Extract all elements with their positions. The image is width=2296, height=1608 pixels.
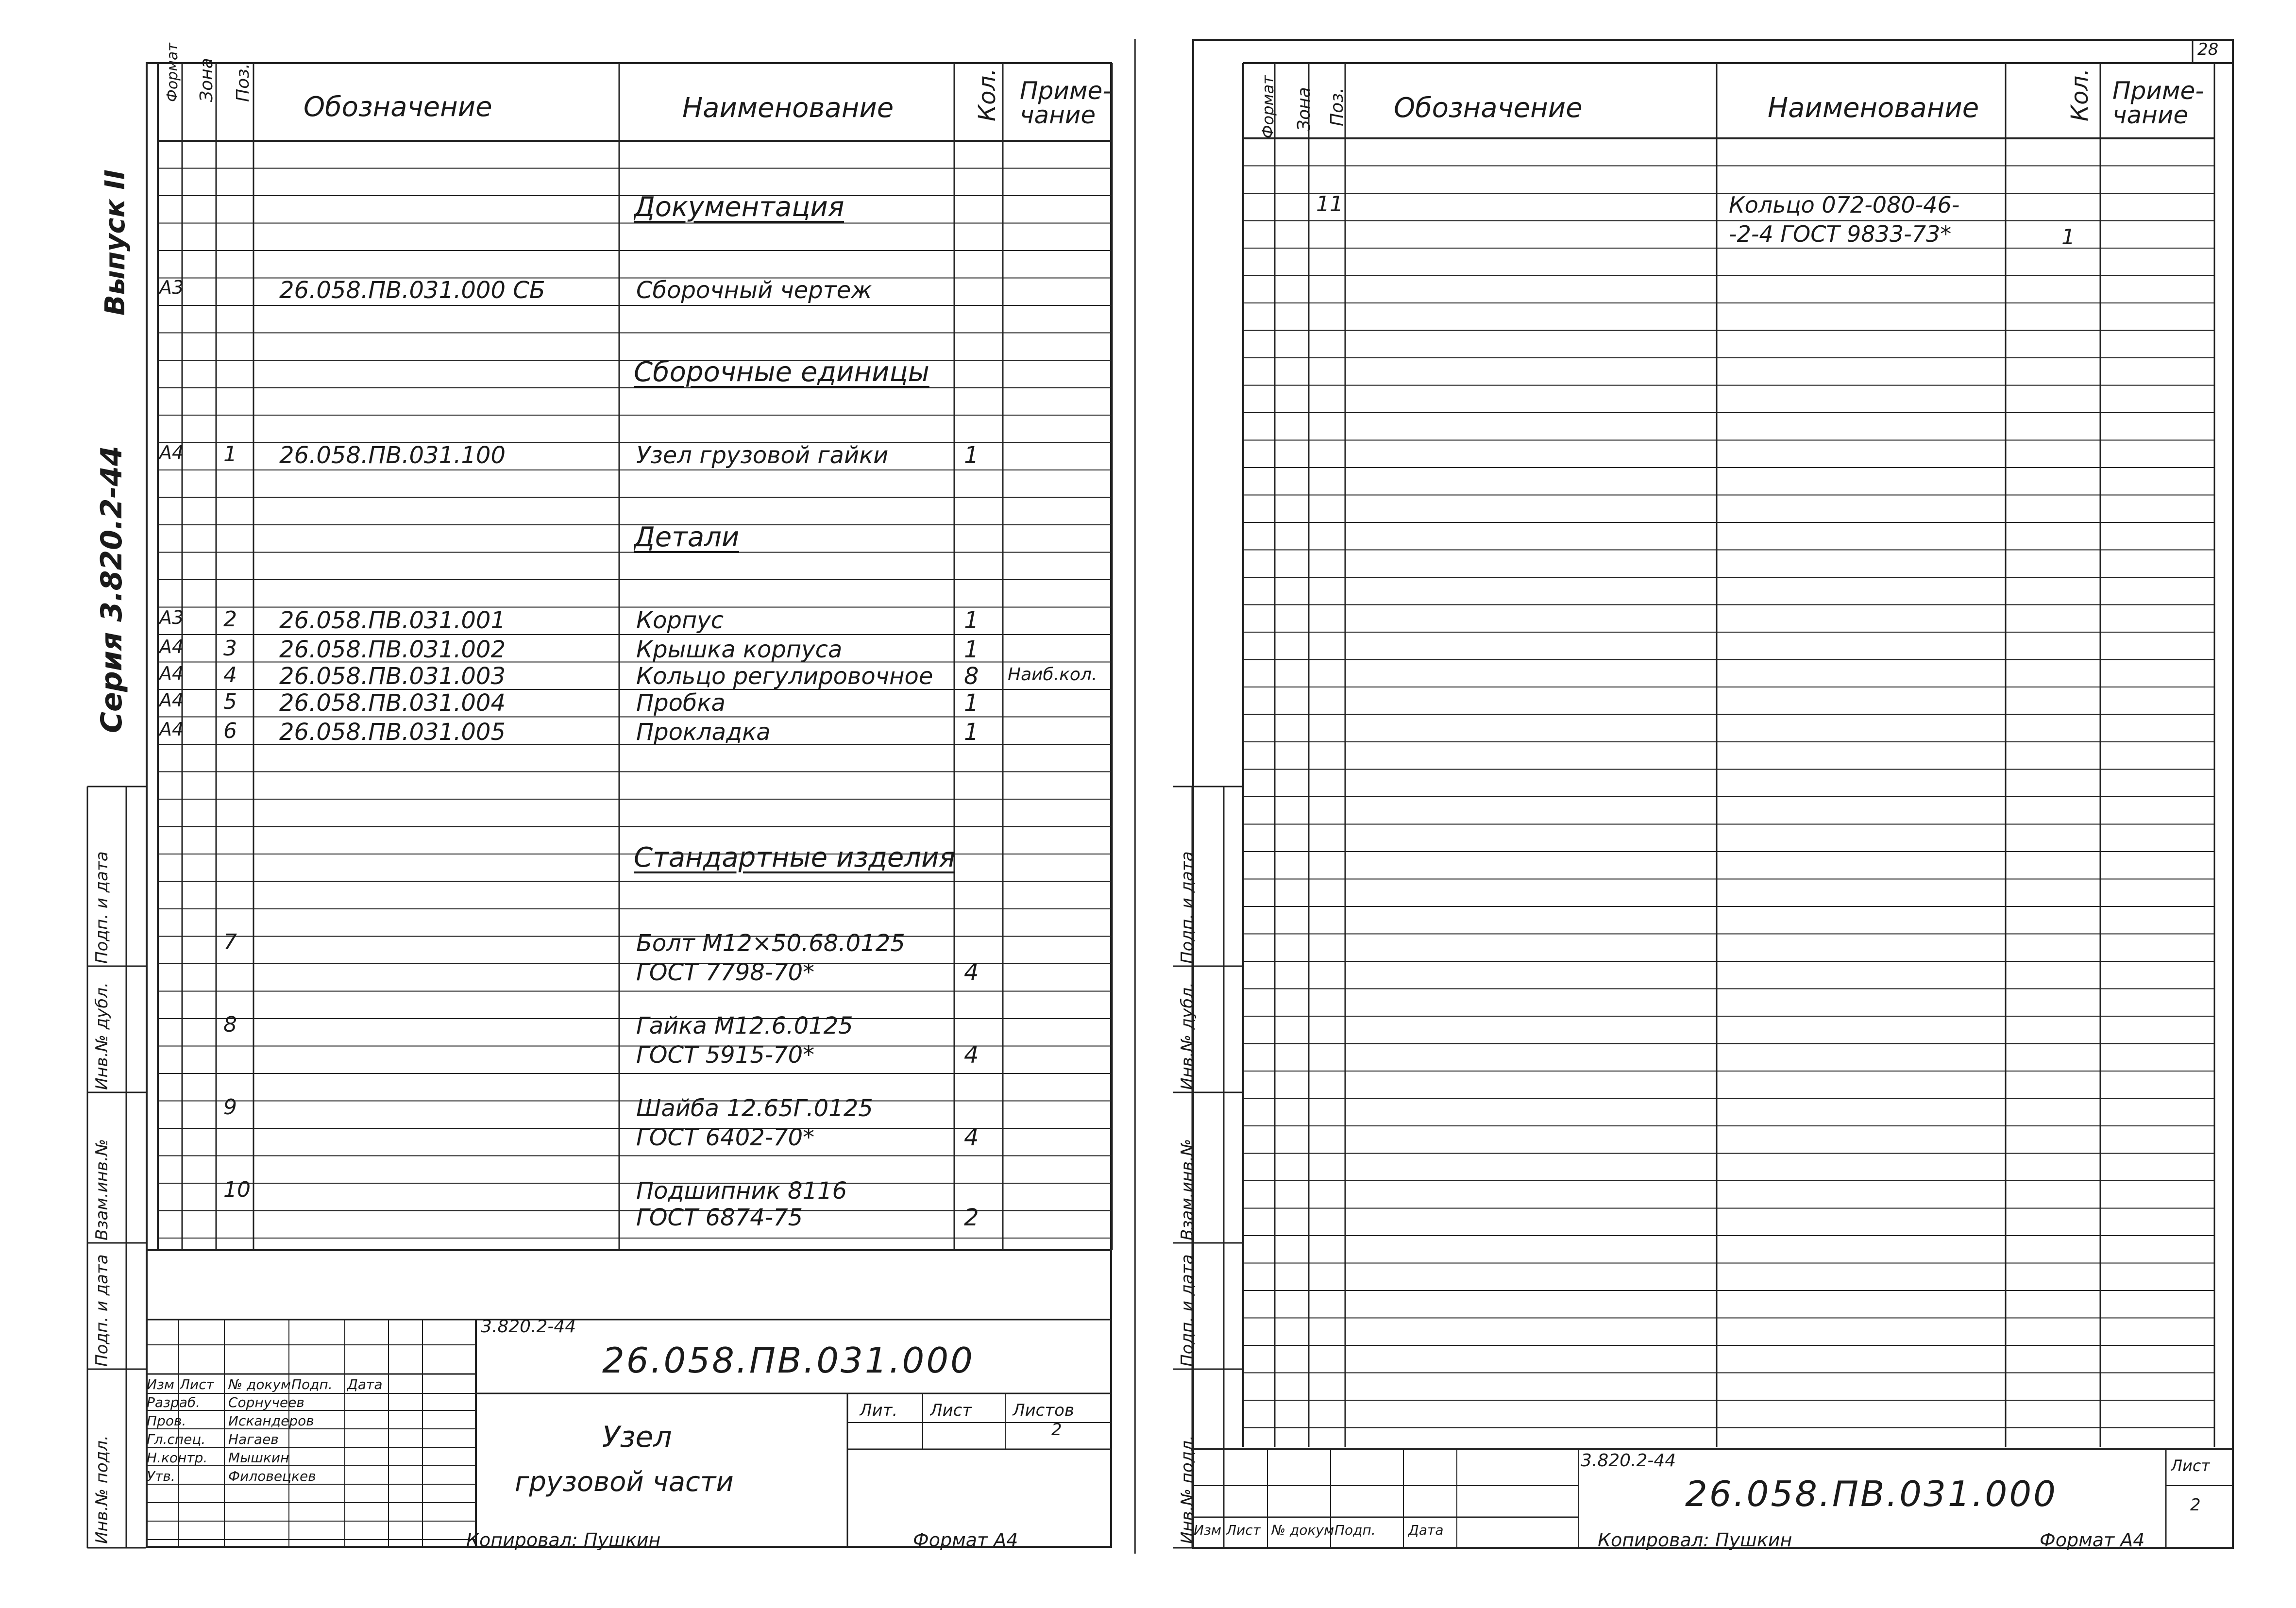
section-heading: Сборочные единицы [634,356,929,388]
right-tb-col-header: Лист [1226,1522,1261,1538]
left-stamp-field: Подп. и дата [92,851,112,964]
right-tb-designation: 26.058.ПВ.031.000 [1685,1474,2058,1514]
row-poz: 2 [223,607,237,632]
left-tb-role: Гл.спец. [147,1431,206,1447]
row-kol: 2 [964,1204,979,1231]
row-naimenovanie: Кольцо регулировочное [636,663,933,690]
row-format: А3 [159,277,184,298]
row-naimenovanie: Корпус [636,607,724,634]
header-poz: Поз. [233,63,253,102]
right-footer-format: Формат А4 [2040,1529,2145,1551]
right-footer-copied: Копировал: Пушкин [1598,1529,1792,1551]
left-tb-col-header: Дата [347,1376,383,1392]
header-prim-1: Приме- [1020,77,1112,105]
right-row-naimenovanie: -2-4 ГОСТ 9833-73* [1729,221,1952,247]
row-naimenovanie: Гайка М12.6.0125 [636,1012,853,1039]
row-kol: 4 [964,1124,979,1151]
left-tb-col-header: Изм [147,1376,174,1392]
row-poz: 3 [223,636,237,661]
row-format: А4 [159,636,184,657]
header-format: Формат [164,43,181,102]
left-tb-person: Мышкин [228,1450,289,1466]
left-tb-person: Искандеров [228,1413,314,1429]
row-poz: 6 [223,719,237,743]
row-kol: 8 [964,663,979,690]
right-stamp-field: Взам.инв.№ [1178,1139,1197,1240]
row-primechanie: Наиб.кол. [1008,665,1097,685]
row-naimenovanie: ГОСТ 7798-70* [636,959,815,986]
row-poz: 10 [223,1177,251,1202]
row-naimenovanie: Шайба 12.65Г.0125 [636,1095,873,1122]
left-footer-format: Формат А4 [913,1529,1018,1551]
row-naimenovanie: Пробка [636,689,726,717]
section-heading: Документация [634,191,844,223]
left-stamp-field: Инв.№ подл. [92,1435,112,1544]
row-kol: 4 [964,959,979,986]
row-naimenovanie: Сборочный чертеж [636,277,872,304]
row-oboznachenie: 26.058.ПВ.031.005 [279,719,506,746]
row-oboznachenie: 26.058.ПВ.031.003 [279,663,506,690]
right-row-kol: 1 [2061,225,2075,250]
row-oboznachenie: 26.058.ПВ.031.100 [279,442,506,469]
row-kol: 1 [964,636,979,663]
right-tb-col-header: Подп. [1334,1522,1376,1538]
section-heading: Стандартные изделия [634,842,956,873]
right-header-poz: Поз. [1327,87,1347,126]
vypusk-label: Выпуск II [100,169,131,316]
row-naimenovanie: ГОСТ 5915-70* [636,1041,815,1069]
right-header-kol: Кол. [2066,68,2093,121]
right-header-prim-2: чание [2112,101,2189,129]
left-tb-person: Нагаев [228,1431,279,1447]
left-tb-designation: 26.058.ПВ.031.000 [602,1340,975,1381]
left-tb-col-header: Подп. [291,1376,333,1392]
row-poz: 4 [223,663,237,687]
right-tb-list-label: Лист [2171,1457,2211,1475]
row-oboznachenie: 26.058.ПВ.031.000 СБ [279,277,545,304]
header-kol: Кол. [974,68,1001,121]
row-naimenovanie: Болт М12×50.68.0125 [636,930,905,957]
row-format: А3 [159,607,184,628]
right-tb-col-header: Изм [1194,1522,1221,1538]
left-tb-role: Пров. [147,1413,186,1429]
row-format: А4 [159,663,184,684]
right-header-naimenovanie: Наименование [1768,92,1979,124]
right-header-format: Формат [1259,75,1277,138]
left-tb-name-2: грузовой части [515,1466,734,1498]
row-naimenovanie: Крышка корпуса [636,636,843,663]
seria-label: Серия 3.820.2-44 [95,446,129,733]
row-oboznachenie: 26.058.ПВ.031.004 [279,689,506,717]
left-tb-role: Н.контр. [147,1450,208,1466]
right-stamp-field: Подп. и дата [1178,851,1197,964]
right-row-naimenovanie: Кольцо 072-080-46- [1729,192,1960,218]
row-poz: 7 [223,930,237,955]
left-tb-listov: Листов [1013,1401,1075,1420]
header-naimenovanie: Наименование [682,92,894,124]
row-poz: 8 [223,1012,237,1037]
right-header-oboznachenie: Обозначение [1394,92,1583,124]
row-oboznachenie: 26.058.ПВ.031.001 [279,607,506,634]
left-stamp-field: Инв.№ дубл. [92,982,112,1090]
right-row-poz: 11 [1316,192,1343,217]
row-kol: 1 [964,689,979,717]
row-format: А4 [159,689,184,711]
left-tb-person: Сорнучеев [228,1394,304,1410]
right-tb-col-header: № докум. [1271,1522,1339,1538]
row-format: А4 [159,442,184,463]
left-tb-col-header: № докум. [228,1376,296,1392]
right-stamp-field: Инв.№ дубл. [1178,982,1197,1090]
left-tb-series: 3.820.2-44 [481,1317,576,1337]
header-zona: Зона [197,58,217,102]
left-tb-person: Филовецкев [228,1468,316,1484]
right-tb-series: 3.820.2-44 [1581,1451,1676,1471]
right-tb-list-val: 2 [2190,1495,2201,1515]
left-tb-list: Лист [930,1401,972,1420]
left-footer-copied: Копировал: Пушкин [466,1529,661,1551]
section-heading: Детали [634,521,740,553]
row-poz: 5 [223,689,237,714]
right-header-prim-1: Приме- [2112,77,2204,105]
left-tb-col-header: Лист [180,1376,214,1392]
row-naimenovanie: ГОСТ 6874-75 [636,1204,803,1231]
header-oboznachenie: Обозначение [304,91,492,123]
left-tb-role: Разраб. [147,1394,201,1410]
row-kol: 1 [964,719,979,746]
right-header-zona: Зона [1294,87,1314,131]
row-naimenovanie: Узел грузовой гайки [636,442,889,469]
row-naimenovanie: Прокладка [636,719,771,746]
right-tb-col-header: Дата [1408,1522,1444,1538]
row-naimenovanie: ГОСТ 6402-70* [636,1124,815,1151]
row-kol: 4 [964,1041,979,1069]
row-poz: 9 [223,1095,237,1120]
left-tb-lit: Лит. [860,1401,898,1420]
left-tb-role: Утв. [147,1468,175,1484]
left-tb-listov-val: 2 [1051,1420,1062,1440]
left-stamp-field: Подп. и дата [92,1254,112,1367]
row-kol: 1 [964,607,979,634]
row-poz: 1 [223,442,237,467]
row-oboznachenie: 26.058.ПВ.031.002 [279,636,506,663]
row-kol: 1 [964,442,979,469]
header-prim-2: чание [1020,101,1096,129]
row-format: А4 [159,719,184,740]
left-tb-name-1: Узел [602,1420,672,1454]
right-stamp-field: Подп. и дата [1178,1254,1197,1367]
left-stamp-field: Взам.инв.№ [92,1139,112,1240]
right-page-number: 28 [2197,40,2219,59]
right-stamp-field: Инв.№ подл. [1178,1435,1197,1544]
row-naimenovanie: Подшипник 8116 [636,1177,847,1205]
